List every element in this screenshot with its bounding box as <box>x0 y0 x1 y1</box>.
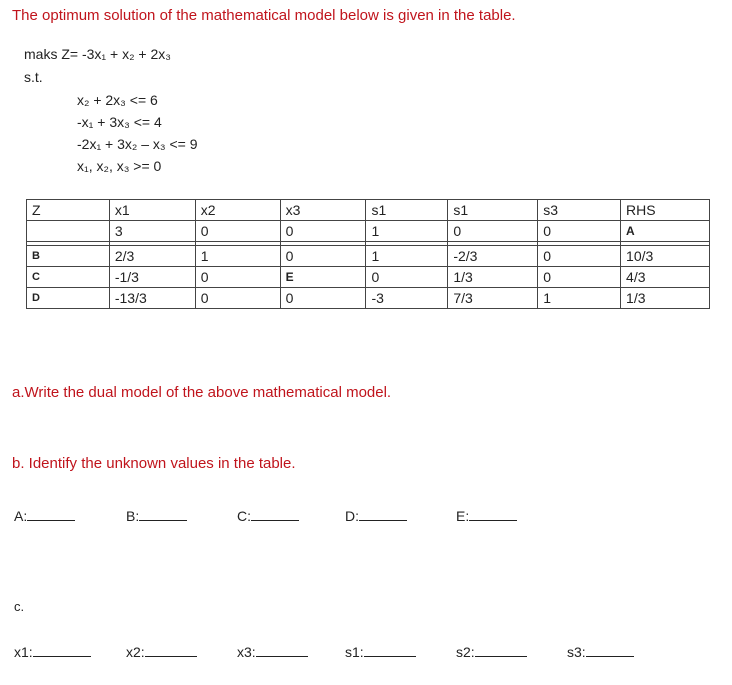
table-cell: E <box>280 267 366 288</box>
header-cell: s3 <box>538 200 621 221</box>
answer-x3 <box>237 644 308 660</box>
row-label-d: D <box>27 288 110 309</box>
header-cell: x2 <box>195 200 280 221</box>
answer-c <box>237 508 299 524</box>
table-cell: 0 <box>195 221 280 242</box>
subject-to-label: s.t. <box>24 69 43 85</box>
table-cell: 1/3 <box>621 288 710 309</box>
table-cell: 2/3 <box>109 246 195 267</box>
answer-blank[interactable] <box>256 655 308 657</box>
answer-blank[interactable] <box>359 519 407 521</box>
answer-label: A: <box>14 508 28 524</box>
table-cell: 1 <box>366 221 448 242</box>
answer-b <box>126 508 187 524</box>
row-label-c: C <box>27 267 110 288</box>
table-cell: 1 <box>195 246 280 267</box>
simplex-table <box>26 199 710 309</box>
table-cell: 1 <box>538 288 621 309</box>
constraint-1: x₂ + 2x₃ <= 6 <box>77 92 158 108</box>
table-cell: 0 <box>538 267 621 288</box>
answer-blank[interactable] <box>586 655 634 657</box>
answer-e <box>456 508 517 524</box>
header-cell: Z <box>27 200 110 221</box>
answer-label: x2: <box>126 644 145 660</box>
table-cell: A <box>621 221 710 242</box>
table-row <box>27 288 710 309</box>
question-a: a.Write the dual model of the above mathematical model. <box>12 384 392 401</box>
intro-text: The optimum solution of the mathematical model below is given in the table. <box>12 7 516 24</box>
nonnegativity-constraint: x₁, x₂, x₃ >= 0 <box>77 158 162 174</box>
constraint-2: -x₁ + 3x₃ <= 4 <box>77 114 162 130</box>
table-row <box>27 267 710 288</box>
answer-x2 <box>126 644 197 660</box>
answer-blank[interactable] <box>475 655 527 657</box>
header-cell: s1 <box>366 200 448 221</box>
answer-blank[interactable] <box>251 519 299 521</box>
answer-label: x1: <box>14 644 33 660</box>
answer-blank[interactable] <box>33 655 91 657</box>
table-cell: 0 <box>195 288 280 309</box>
answer-s3 <box>567 644 634 660</box>
table-cell: -1/3 <box>109 267 195 288</box>
table-header-row <box>27 200 710 221</box>
answer-d <box>345 508 407 524</box>
table-cell: 0 <box>280 246 366 267</box>
table-cell: 4/3 <box>621 267 710 288</box>
objective-function: maks Z= -3x₁ + x₂ + 2x₃ <box>24 46 171 62</box>
table-cell: -13/3 <box>109 288 195 309</box>
header-cell: s1 <box>448 200 538 221</box>
question-b: b. Identify the unknown values in the table. <box>12 455 296 472</box>
table-cell: 1/3 <box>448 267 538 288</box>
table-cell: 0 <box>538 221 621 242</box>
table-cell: 0 <box>280 221 366 242</box>
question-c: c. <box>14 599 25 614</box>
answer-blank[interactable] <box>27 519 75 521</box>
table-cell: 7/3 <box>448 288 538 309</box>
answer-s1 <box>345 644 416 660</box>
table-cell: 0 <box>366 267 448 288</box>
table-cell: 0 <box>195 267 280 288</box>
table-cell: 0 <box>448 221 538 242</box>
answer-label: C: <box>237 508 251 524</box>
table-cell: 0 <box>538 246 621 267</box>
table-cell: 3 <box>109 221 195 242</box>
answer-blank[interactable] <box>139 519 187 521</box>
header-cell: x3 <box>280 200 366 221</box>
table-cell: 0 <box>280 288 366 309</box>
answer-blank[interactable] <box>469 519 517 521</box>
header-cell: x1 <box>109 200 195 221</box>
answer-blank[interactable] <box>364 655 416 657</box>
answer-label: E: <box>456 508 470 524</box>
answer-label: B: <box>126 508 140 524</box>
table-cell <box>27 221 110 242</box>
z-row <box>27 221 710 242</box>
answer-label: s1: <box>345 644 364 660</box>
table-row <box>27 246 710 267</box>
table-cell: 10/3 <box>621 246 710 267</box>
answer-label: D: <box>345 508 359 524</box>
row-label-b: B <box>27 246 110 267</box>
header-cell: RHS <box>621 200 710 221</box>
table-cell: -2/3 <box>448 246 538 267</box>
answer-label: x3: <box>237 644 256 660</box>
answer-blank[interactable] <box>145 655 197 657</box>
answer-s2 <box>456 644 527 660</box>
answer-label: s2: <box>456 644 475 660</box>
constraint-3: -2x₁ + 3x₂ – x₃ <= 9 <box>77 136 198 152</box>
table-cell: 1 <box>366 246 448 267</box>
table-cell: -3 <box>366 288 448 309</box>
answer-x1 <box>14 644 91 660</box>
answer-a <box>14 508 75 524</box>
answer-label: s3: <box>567 644 586 660</box>
